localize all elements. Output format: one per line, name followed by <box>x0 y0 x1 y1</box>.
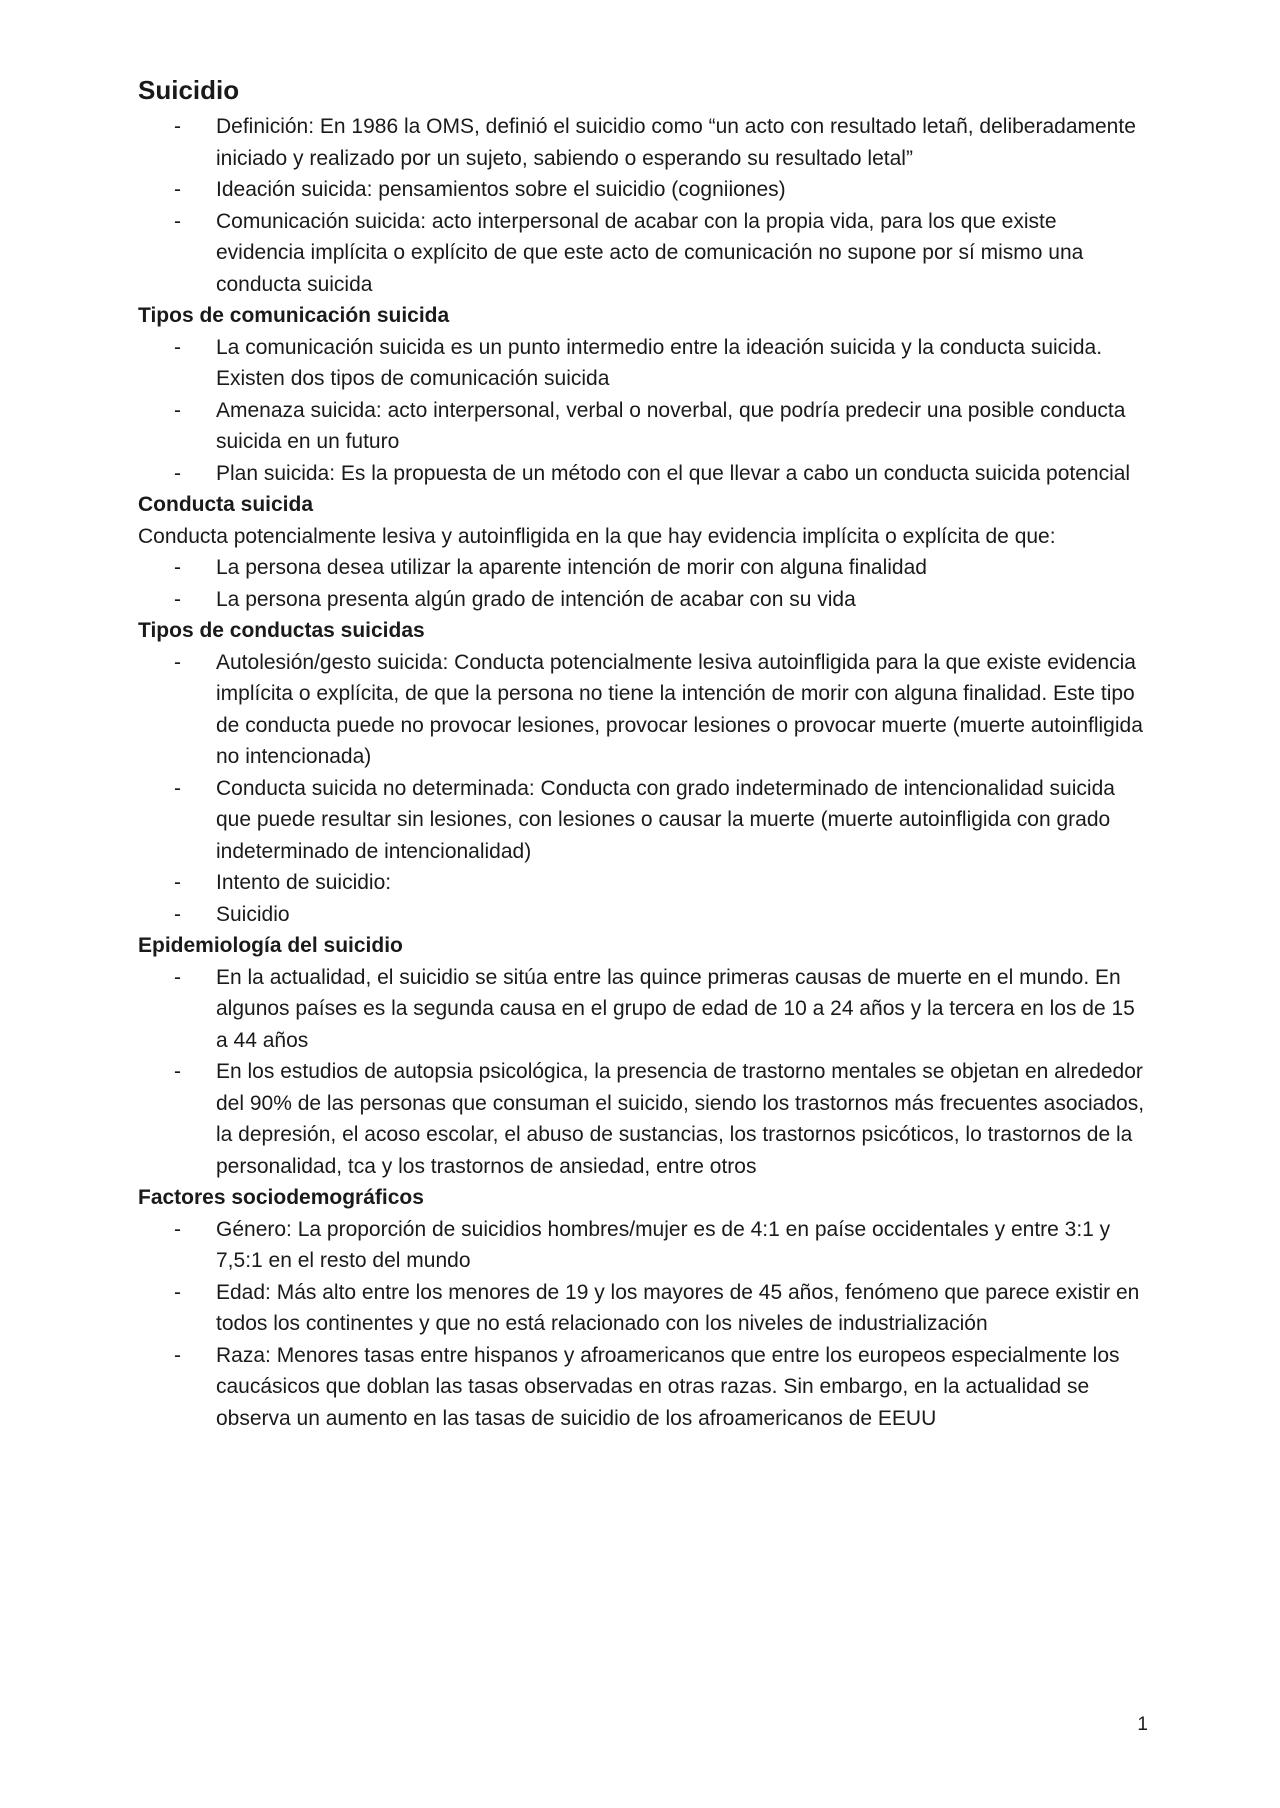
list-item-text: Autolesión/gesto suicida: Conducta potencialmente lesiva autoinfligida para la que existe evidencia implícita o explícita, de que la persona no tiene la intención de morir con alguna finalidad. Este tipo de conducta puede no provocar lesiones, provocar lesiones o provocar muerte (muerte autoinfligida no intencionada) <box>216 650 1143 768</box>
dash-bullet: - <box>174 209 181 233</box>
list-item-text: Edad: Más alto entre los menores de 19 y los mayores de 45 años, fenómeno que parece existir en todos los continentes y que no está relacionado con los niveles de industrialización <box>216 1280 1140 1335</box>
page-number: 1 <box>1137 1714 1148 1735</box>
list-item <box>138 395 1148 458</box>
list-item <box>138 899 1148 931</box>
section-paragraph-conducta: Conducta potencialmente lesiva y autoinfligida en la que hay evidencia implícita o explícita de que: <box>138 524 1056 548</box>
list-item-text: Suicidio <box>216 902 290 926</box>
list-item-text: Definición: En 1986 la OMS, definió el suicidio como “un acto con resultado letañ, deliberadamente iniciado y realizado por un sujeto, sabiendo o esperando su resultado letal” <box>216 115 1136 170</box>
list-item-text: Género: La proporción de suicidios hombres/mujer es de 4:1 en paíse occidentales y entre 3:1 y 7,5:1 en el resto del mundo <box>216 1217 1111 1272</box>
section-heading-epidemiologia: Epidemiología del suicidio <box>138 934 403 957</box>
list-item <box>138 867 1148 899</box>
dash-bullet: - <box>174 650 181 674</box>
dash-bullet: - <box>174 965 181 989</box>
list-item <box>138 111 1148 174</box>
page-title: Suicidio <box>138 75 240 105</box>
list-item <box>138 584 1148 616</box>
list-item <box>138 962 1148 1057</box>
list-item-text: Amenaza suicida: acto interpersonal, verbal o noverbal, que podría predecir una posible conducta suicida en un futuro <box>216 398 1126 453</box>
list-item-text: La persona presenta algún grado de intención de acabar con su vida <box>216 587 856 611</box>
list-item <box>138 458 1148 490</box>
list-item <box>138 206 1148 301</box>
list-item-text: Raza: Menores tasas entre hispanos y afroamericanos que entre los europeos especialmente los caucásicos que doblan las tasas observadas en otras razas. Sin embargo, en la actualidad se observa un aumento en las tasas de suicidio de los afroamericanos de EEUU <box>216 1343 1120 1430</box>
list-item <box>138 1340 1148 1435</box>
dash-bullet: - <box>174 902 181 926</box>
tipos-comunicacion-list <box>138 332 1148 490</box>
list-item <box>138 174 1148 206</box>
list-item-text: La comunicación suicida es un punto intermedio entre la ideación suicida y la conducta suicida. Existen dos tipos de comunicación suicida <box>216 335 1103 390</box>
dash-bullet: - <box>174 1060 181 1083</box>
dash-bullet: - <box>174 587 181 611</box>
list-item <box>138 773 1148 868</box>
dash-bullet: - <box>174 335 181 359</box>
list-item <box>138 647 1148 773</box>
list-item-text: Comunicación suicida: acto interpersonal de acabar con la propia vida, para los que existe evidencia implícita o explícito de que este acto de comunicación no supone por sí mismo una conducta suicida <box>216 209 1084 296</box>
list-item <box>138 552 1148 584</box>
dash-bullet: - <box>174 178 181 201</box>
dash-bullet: - <box>174 556 181 579</box>
list-item-text: Conducta suicida no determinada: Conducta con grado indeterminado de intencionalidad suicida que puede resultar sin lesiones, con lesiones o causar la muerte (muerte autoinfligida con grado indeterminado de intencionalidad) <box>216 776 1115 863</box>
list-item-text: Intento de suicidio: <box>216 871 392 894</box>
dash-bullet: - <box>174 1280 181 1304</box>
list-item-text: Plan suicida: Es la propuesta de un método con el que llevar a cabo un conducta suicida potencial <box>216 461 1131 485</box>
list-item-text: Ideación suicida: pensamientos sobre el suicidio (cogniiones) <box>216 178 786 201</box>
dash-bullet: - <box>174 1217 181 1241</box>
list-item <box>138 332 1148 395</box>
dash-bullet: - <box>174 398 181 422</box>
list-item <box>138 1277 1148 1340</box>
list-item-text: La persona desea utilizar la aparente intención de morir con alguna finalidad <box>216 556 927 579</box>
section-heading-tipos-conductas: Tipos de conductas suicidas <box>138 619 425 642</box>
dash-bullet: - <box>174 461 181 485</box>
section-heading-factores: Factores sociodemográficos <box>138 1186 424 1209</box>
dash-bullet: - <box>174 1343 181 1367</box>
document-page <box>138 73 1148 1434</box>
list-item-text: En los estudios de autopsia psicológica, la presencia de trastorno mentales se objetan en alrededor del 90% de las personas que consuman el suicido, siendo los trastornos más frecuentes asociados, la depresión, el acoso escolar, el abuso de sustancias, los trastornos psicóticos, lo trastornos de la personalidad, tca y los trastornos de ansiedad, entre otros <box>216 1060 1145 1178</box>
conducta-list <box>138 552 1148 615</box>
dash-bullet: - <box>174 871 181 894</box>
tipos-conductas-list <box>138 647 1148 931</box>
dash-bullet: - <box>174 776 181 800</box>
intro-list <box>138 111 1148 300</box>
list-item <box>138 1056 1148 1182</box>
factores-list <box>138 1214 1148 1435</box>
dash-bullet: - <box>174 115 181 138</box>
epidemiologia-list <box>138 962 1148 1183</box>
list-item <box>138 1214 1148 1277</box>
section-heading-tipos-comunicacion: Tipos de comunicación suicida <box>138 304 450 327</box>
section-heading-conducta: Conducta suicida <box>138 493 314 516</box>
list-item-text: En la actualidad, el suicidio se sitúa entre las quince primeras causas de muerte en el mundo. En algunos países es la segunda causa en el grupo de edad de 10 a 24 años y la tercera en los de 15 a 44 años <box>216 965 1135 1052</box>
